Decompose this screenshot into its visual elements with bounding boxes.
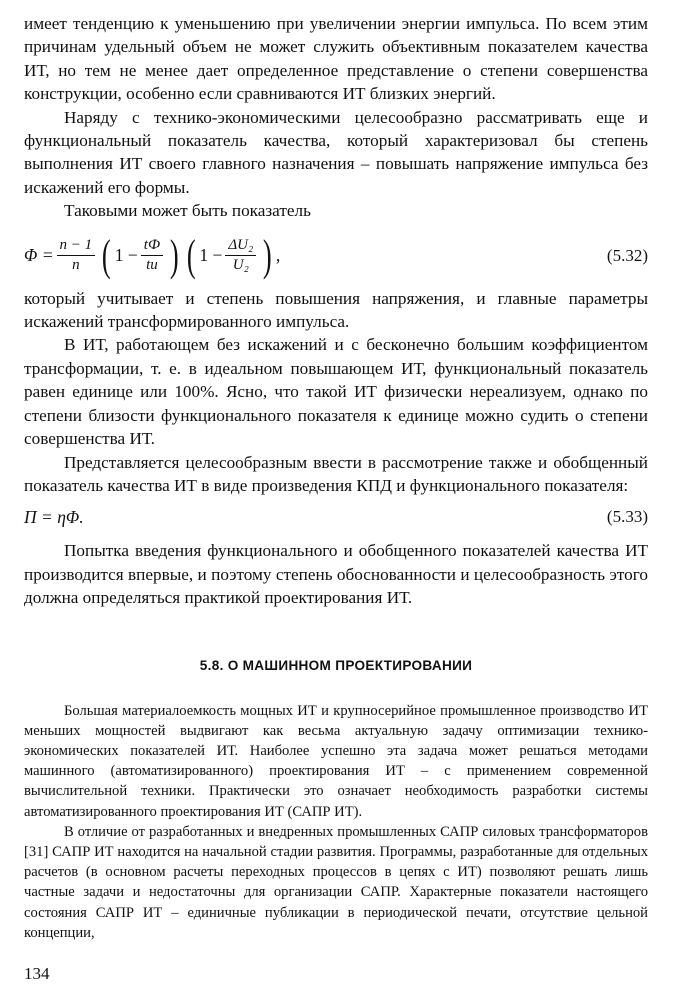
paragraph-7: Попытка введения функционального и обобщенного показателей качества ИТ производится впервые, и поэтому степень обоснованности и целесообразность этого должна определяться практикой проектирования ИТ.	[24, 541, 648, 608]
page-body	[24, 12, 648, 943]
right-paren: )	[169, 230, 179, 280]
left-paren: (	[102, 230, 111, 280]
equation-5-32-expression	[24, 227, 280, 285]
one-minus-term: 1 −	[114, 245, 138, 266]
paragraph-small-1: Большая материалоемкость мощных ИТ и крупносерийное промышленное производство ИТ меньших мощностей выдвигают как весьма актуальную задачу оптимизации технико-экономических показателей ИТ. Наиболее успешно эта задача может решаться методами машинного (автоматизированного) проектирования ИТ – с применением современной вычислительной техники. Практически это означает необходимость разработки системы автоматизированного проектирования ИТ (САПР ИТ).	[24, 702, 648, 820]
fraction-tf-over-ti	[141, 237, 163, 274]
equation-5-33-expression: Π = ηΦ.	[24, 507, 84, 528]
page-number: 134	[24, 964, 50, 983]
paragraph-4: который учитывает и степень повышения напряжения, и главные параметры искажений трансформированного импульса.	[24, 288, 648, 332]
right-paren: )	[263, 230, 272, 280]
equation-5-33	[24, 503, 648, 533]
fraction-denominator: tи	[146, 257, 158, 274]
fraction-denominator: U₂	[232, 257, 249, 274]
paragraph-1: имеет тенденцию к уменьшению при увеличении энергии импульса. По всем этим причинам удельный объем не может служить объективным показателем качества ИТ, но тем не менее дает определенное представление о степени совершенства конструкции, особенно если сравниваются ИТ близких энергий.	[24, 14, 648, 104]
paragraph-5: В ИТ, работающем без искажений и с бесконечно большим коэффициентом трансформации, т. е. в идеальном повышающем ИТ, функциональный показатель равен единице или 100%. Ясно, что такой ИТ физически нереализуем, однако по степени близости функционального показателя к единице можно судить о степени совершенства ИТ.	[24, 335, 648, 449]
fraction-denominator: n	[72, 257, 80, 274]
fraction-numerator: n − 1	[57, 237, 96, 256]
fraction-delta-u2-over-u2	[225, 237, 256, 274]
paragraph-small-2: В отличие от разработанных и внедренных промышленных САПР силовых трансформаторов [31] САПР ИТ находится на начальной стадии развития. Программы, разработанные для отдельных расчетов (в основном расчеты переходных процессов в цепях с ИТ) позволяют решать лишь частные задачи и недостаточны для организации САПР. Характерные показатели настоящего состояния САПР ИТ – единичные публикации в периодической печати, отсутствие цельной концепции,	[24, 823, 648, 941]
fraction-numerator: tФ	[141, 237, 163, 256]
fraction-n-minus-1-over-n	[57, 237, 96, 274]
section-heading: 5.8. О МАШИННОМ ПРОЕКТИРОВАНИИ	[199, 657, 473, 673]
equation-number: (5.32)	[606, 245, 648, 265]
one-minus-term: 1 −	[199, 245, 223, 266]
equation-lhs: Φ =	[24, 245, 54, 266]
equation-5-32	[24, 227, 648, 285]
fraction-numerator: ΔU₂	[225, 237, 256, 256]
equation-number: (5.33)	[606, 507, 648, 527]
paragraph-3: Таковыми может быть показатель	[64, 201, 311, 221]
paragraph-6: Представляется целесообразным ввести в рассмотрение также и обобщенный показатель качества ИТ в виде произведения КПД и функционального показателя:	[24, 452, 648, 495]
paragraph-2: Наряду с технико-экономическими целесообразно рассматривать еще и функциональный показатель качества, который характеризовал бы степень выполнения ИТ своего главного назначения – повышать напряжение импульса без искажений его формы.	[24, 107, 648, 197]
left-paren: (	[186, 230, 196, 280]
equation-trailing-comma: ,	[275, 245, 281, 266]
